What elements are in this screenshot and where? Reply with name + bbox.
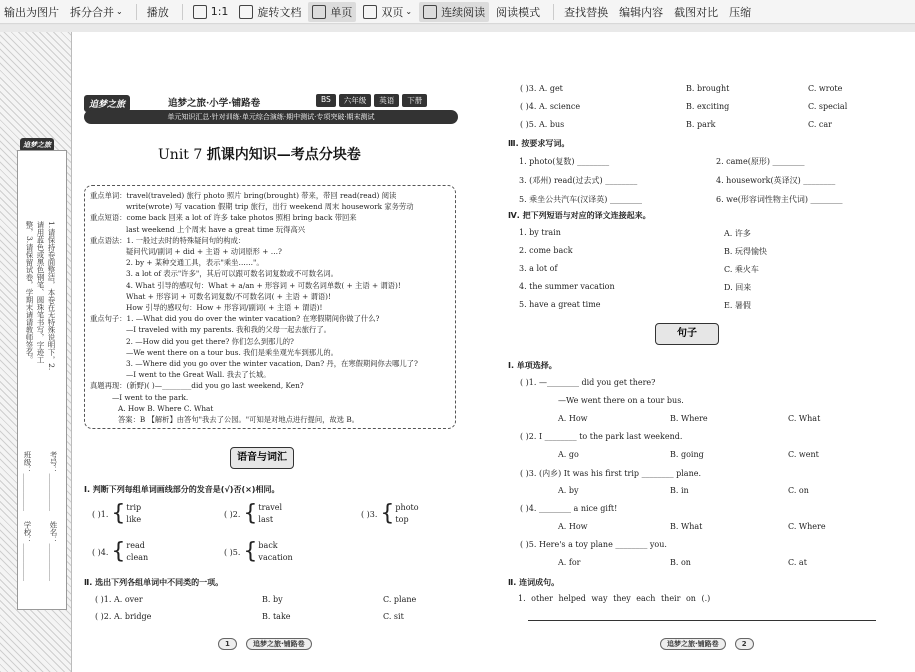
odd-one-stem: ( )1. A. over bbox=[95, 595, 143, 604]
mcq-option-a: A. for bbox=[558, 558, 581, 567]
knowledge-line: What + 形容词 + 可数名词复数/不可数名词( + 主语 + 谓语)! bbox=[126, 291, 331, 301]
toolbar-icon-7 bbox=[423, 5, 437, 19]
knowledge-line: How 引导的感叹句：How + 形容词/副词( + 主语 + 谓语)! bbox=[126, 303, 323, 313]
mcq-option-b: B. going bbox=[670, 450, 704, 459]
toolbar-label: 截图对比 bbox=[674, 5, 719, 19]
grade-tag: 六年级 bbox=[339, 94, 372, 107]
toolbar-button-8[interactable] bbox=[492, 2, 544, 22]
brace-icon: { bbox=[243, 539, 258, 564]
phonics-words bbox=[126, 502, 141, 526]
document-page bbox=[0, 32, 915, 672]
match-phrase: 1. by train bbox=[519, 228, 561, 237]
knowledge-line: —We went there on a tour bus. 我们是乘坐观光车到那儿的。 bbox=[126, 347, 338, 357]
footer-right: 追梦之旅·铺路卷 2 bbox=[660, 631, 754, 650]
brand-title: 追梦之旅·小学·铺路卷 bbox=[168, 98, 261, 109]
mcq-option-a: A. by bbox=[558, 486, 579, 495]
word-order-question: 1. other helped way they each their on (.) bbox=[518, 594, 711, 603]
toolbar-button-1[interactable] bbox=[66, 2, 127, 22]
odd-one-option-c: C. special bbox=[808, 102, 848, 111]
knowledge-line: —I traveled with my parents. 我和我的父母一起去旅行了。 bbox=[126, 325, 331, 335]
phonics-number: ( )4. bbox=[92, 547, 109, 557]
binding-margin bbox=[0, 32, 72, 672]
section-title-vocab: 语音与词汇 bbox=[230, 447, 294, 469]
knowledge-line: —I went to the park. bbox=[112, 392, 189, 402]
phonics-words bbox=[258, 502, 282, 526]
knowledge-line: 重点语法：1. 一般过去时的特殊疑问句的构成： bbox=[90, 235, 246, 245]
mcq-option-b: B. on bbox=[670, 558, 691, 567]
mcq-option-a: A. How bbox=[558, 414, 588, 423]
toolbar-button-7[interactable] bbox=[419, 2, 489, 22]
write-word-item: 4. housework(英译汉) ________ bbox=[716, 176, 836, 185]
grade-tag: BS bbox=[316, 94, 336, 107]
mcq-question: ( )5. Here's a toy plane ________ you. bbox=[520, 540, 667, 549]
write-word-item: 3. (邓州) read(过去式) ________ bbox=[519, 176, 638, 185]
match-translation: A. 许多 bbox=[724, 229, 751, 238]
part3-title: Ⅲ. 按要求写词。 bbox=[508, 139, 570, 148]
write-word-item: 5. 乘坐公共汽车(汉译英) ________ bbox=[519, 195, 642, 204]
toolbar-label: 压缩 bbox=[729, 5, 752, 19]
toolbar-button-9[interactable] bbox=[560, 2, 612, 22]
write-word-item: 1. photo(复数) ________ bbox=[519, 157, 610, 166]
toolbar bbox=[0, 0, 915, 24]
odd-one-stem: ( )2. A. bridge bbox=[95, 612, 152, 621]
binding-box bbox=[17, 150, 67, 610]
toolbar-button-11[interactable] bbox=[670, 2, 722, 22]
phonics-number: ( )2. bbox=[224, 509, 241, 519]
knowledge-line: 答案：B 【解析】由答句"我去了公园。"可知是对地点进行提问，故选 B。 bbox=[118, 415, 359, 425]
chevron-down-icon: ⌄ bbox=[116, 7, 123, 16]
toolbar-label: 编辑内容 bbox=[619, 5, 664, 19]
knowledge-line: 重点短语：come back 回来 a lot of 许多 take photos 照相 bring back 带回来 bbox=[90, 213, 357, 223]
toolbar-label: 播放 bbox=[146, 5, 169, 19]
field-id: 考号：__________ bbox=[49, 451, 58, 511]
phonics-words bbox=[395, 502, 418, 526]
phonics-word: back bbox=[258, 541, 278, 550]
match-phrase: 2. come back bbox=[519, 246, 573, 255]
odd-one-stem: ( )5. A. bus bbox=[520, 120, 565, 129]
knowledge-line: 重点句子：1. —What did you do over the winter vacation? 在寒假期间你做了什么? bbox=[90, 314, 380, 324]
knowledge-line: A. How B. Where C. What bbox=[118, 403, 214, 413]
brace-icon: { bbox=[380, 501, 395, 526]
part2-title: Ⅱ. 选出下列各组单词中不同类的一项。 bbox=[84, 578, 224, 587]
mcq-question-line2: —We went there on a tour bus. bbox=[558, 396, 684, 405]
knowledge-list bbox=[90, 190, 418, 425]
mcq-option-c: C. went bbox=[788, 450, 819, 459]
toolbar-button-12[interactable] bbox=[725, 2, 755, 22]
mcq-option-c: C. at bbox=[788, 558, 807, 567]
document-viewer[interactable] bbox=[0, 25, 915, 648]
binding-logo: 追梦之旅 bbox=[20, 132, 54, 152]
match-translation: D. 回来 bbox=[724, 283, 752, 292]
field-name: 姓名：__________ bbox=[49, 521, 58, 581]
brace-icon: { bbox=[111, 539, 126, 564]
phonics-word: clean bbox=[126, 553, 149, 562]
knowledge-line: 2. —How did you get there? 你们怎么到那儿的? bbox=[126, 336, 294, 346]
brace-icon: { bbox=[243, 501, 258, 526]
phonics-word: photo bbox=[395, 503, 419, 512]
part5-title: Ⅰ. 单项选择。 bbox=[508, 361, 557, 370]
toolbar-label: 旋转文档 bbox=[257, 5, 302, 19]
knowledge-line: 2. by + 某种交通工具，表示"乘坐……"。 bbox=[126, 258, 264, 268]
mcq-option-c: C. Where bbox=[788, 522, 826, 531]
phonics-word: trip bbox=[126, 503, 142, 512]
knowledge-line: 真题再现：(新野)( )—________did you go last weekend, Ken? bbox=[90, 381, 304, 391]
match-phrase: 3. a lot of bbox=[519, 264, 558, 273]
knowledge-line: 4. What 引导的感叹句：What + a/an + 形容词 + 可数名词单数( + 主语 + 谓语)! bbox=[126, 280, 401, 290]
chevron-down-icon: ⌄ bbox=[405, 7, 413, 16]
odd-one-option-b: B. by bbox=[262, 595, 283, 604]
mcq-option-a: A. go bbox=[558, 450, 579, 459]
slogan-bar: 单元知识汇总·针对训练·单元综合演练·期中测试·专项突破·期末测试 bbox=[84, 110, 458, 124]
phonics-word: travel bbox=[258, 503, 283, 512]
write-word-item: 2. came(原形) ________ bbox=[716, 157, 805, 166]
toolbar-button-6[interactable] bbox=[359, 2, 416, 22]
mcq-question: ( )2. I ________ to the park last weekend. bbox=[520, 432, 683, 441]
toolbar-label: 单页 bbox=[330, 5, 353, 19]
grade-tag: 英语 bbox=[374, 94, 399, 107]
part6-title: Ⅱ. 连词成句。 bbox=[508, 578, 560, 587]
toolbar-button-5[interactable] bbox=[308, 2, 356, 22]
page-title: Unit 7 抓课内知识—考点分块卷 bbox=[158, 147, 361, 163]
mcq-question: ( )4. ________ a nice gift! bbox=[520, 504, 618, 513]
knowledge-line: 重点单词：travel(traveled) 旅行 photo 照片 bring(brought) 带来，带回 read(read) 阅读 bbox=[90, 191, 397, 200]
section-title-sentence: 句子 bbox=[655, 323, 719, 345]
toolbar-label: 双页 bbox=[381, 5, 404, 19]
phonics-word: top bbox=[395, 515, 409, 524]
toolbar-button-0[interactable] bbox=[0, 2, 63, 22]
mcq-option-b: B. in bbox=[670, 486, 689, 495]
phonics-words bbox=[126, 540, 148, 564]
phonics-number: ( )3. bbox=[361, 509, 378, 519]
match-translation: B. 玩得愉快 bbox=[724, 247, 767, 256]
footer-left: 1 追梦之旅·铺路卷 bbox=[218, 631, 312, 650]
odd-one-option-b: B. take bbox=[262, 612, 291, 621]
phonics-word: read bbox=[126, 541, 145, 550]
phonics-word: like bbox=[126, 515, 142, 524]
mcq-option-a: A. How bbox=[558, 522, 588, 531]
toolbar-button-3[interactable] bbox=[189, 2, 233, 22]
phonics-number: ( )5. bbox=[224, 547, 241, 557]
toolbar-label: 阅读模式 bbox=[496, 5, 541, 19]
mcq-option-b: B. Where bbox=[670, 414, 708, 423]
odd-one-option-b: B. park bbox=[686, 120, 716, 129]
toolbar-label: 1:1 bbox=[210, 5, 229, 18]
phonics-words bbox=[258, 540, 292, 564]
phonics-item bbox=[224, 540, 293, 564]
grade-tag: 下册 bbox=[402, 94, 427, 107]
toolbar-separator bbox=[553, 4, 554, 20]
phonics-word: last bbox=[258, 515, 274, 524]
binding-notes: 1.请保持卷面整洁，本卷在无特殊说明下，2.请用蓝色或黑色钢笔、圆珠笔书写，字迹工整，3.请保留试卷，学期末请请教师签名。 bbox=[25, 221, 56, 371]
part4-title: Ⅳ. 把下列短语与对应的译文连接起来。 bbox=[508, 211, 651, 220]
answer-line bbox=[528, 620, 876, 621]
knowledge-line: write(wrote) 写 vacation 假期 trip 旅行，出行 weekend 周末 housework 家务劳动 bbox=[126, 202, 414, 212]
odd-one-stem: ( )3. A. get bbox=[520, 84, 563, 93]
toolbar-icon-4 bbox=[239, 5, 253, 19]
phonics-item bbox=[92, 502, 141, 526]
phonics-word: vacation bbox=[258, 553, 293, 562]
odd-one-option-c: C. wrote bbox=[808, 84, 843, 93]
knowledge-line: —I went to the Great Wall. 我去了长城。 bbox=[126, 370, 271, 380]
mcq-question: ( )1. —________ did you get there? bbox=[520, 378, 656, 387]
match-phrase: 5. have a great time bbox=[519, 300, 601, 309]
toolbar-button-10[interactable] bbox=[615, 2, 667, 22]
phonics-item bbox=[361, 502, 419, 526]
toolbar-label: 拆分合并 bbox=[70, 5, 114, 19]
odd-one-option-c: C. car bbox=[808, 120, 832, 129]
knowledge-line: 3. —Where did you go over the winter vacation, Dan? 丹，在寒假期间你去哪儿了? bbox=[126, 359, 418, 369]
field-class: 班级：__________ bbox=[23, 451, 32, 511]
toolbar-icon-3 bbox=[193, 5, 207, 19]
mcq-question: ( )3. (内乡) It was his first trip ________ plane. bbox=[520, 469, 701, 478]
knowledge-line: 疑问代词/副词 + did + 主语 + 动词原形 + …? bbox=[126, 247, 282, 257]
toolbar-icon-5 bbox=[312, 5, 326, 19]
toolbar-label: 连续阅读 bbox=[441, 5, 486, 19]
match-phrase: 4. the summer vacation bbox=[519, 282, 615, 291]
toolbar-separator bbox=[182, 4, 183, 20]
phonics-number: ( )1. bbox=[92, 509, 109, 519]
write-word-item: 6. we(形容词性物主代词) ________ bbox=[716, 195, 843, 204]
match-translation: E. 暑假 bbox=[724, 301, 751, 310]
knowledge-line: last weekend 上个周末 have a great time 玩得高兴 bbox=[126, 224, 306, 234]
part1-title: Ⅰ. 判断下列每组单词画线部分的发音是(√)否(×)相同。 bbox=[84, 485, 280, 494]
toolbar-button-2[interactable] bbox=[143, 2, 173, 22]
knowledge-line: 3. a lot of 表示"许多"，其后可以跟可数名词复数或不可数名词。 bbox=[126, 269, 338, 279]
brand-logo: 追梦之旅 bbox=[84, 92, 130, 112]
mcq-option-c: C. on bbox=[788, 486, 809, 495]
toolbar-button-4[interactable] bbox=[235, 2, 305, 22]
odd-one-option-c: C. sit bbox=[383, 612, 404, 621]
grade-tags bbox=[316, 94, 427, 107]
toolbar-icon-6 bbox=[363, 5, 377, 19]
toolbar-label: 查找替换 bbox=[564, 5, 609, 19]
odd-one-stem: ( )4. A. science bbox=[520, 102, 581, 111]
match-translation: C. 乘火车 bbox=[724, 265, 759, 274]
brace-icon: { bbox=[111, 501, 126, 526]
phonics-item bbox=[224, 502, 282, 526]
phonics-item bbox=[92, 540, 148, 564]
odd-one-option-b: B. brought bbox=[686, 84, 730, 93]
mcq-option-b: B. What bbox=[670, 522, 703, 531]
toolbar-separator bbox=[136, 4, 137, 20]
toolbar-label: 输出为图片 bbox=[4, 5, 59, 19]
mcq-option-c: C. What bbox=[788, 414, 821, 423]
field-school: 学校：__________ bbox=[23, 521, 32, 581]
odd-one-option-c: C. plane bbox=[383, 595, 417, 604]
odd-one-option-b: B. exciting bbox=[686, 102, 730, 111]
